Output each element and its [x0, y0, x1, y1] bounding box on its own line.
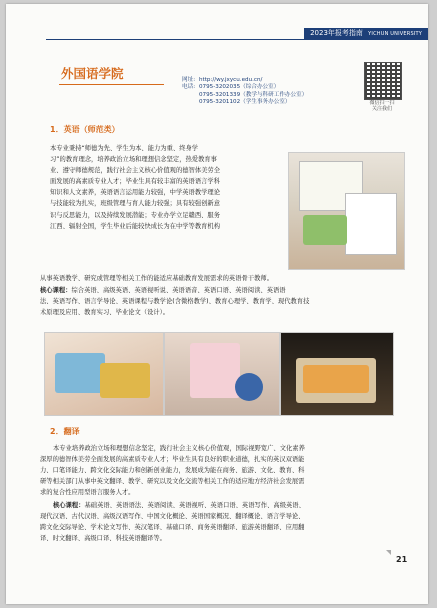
page-number: 21: [396, 555, 408, 564]
courses-line: 术原理及应用、教育实习、毕业论文（设计）。: [40, 309, 170, 317]
photo-shape: [235, 373, 263, 401]
page-corner-mark: [386, 550, 391, 555]
qr-caption-line1: 微信扫一扫: [369, 100, 395, 106]
section-heading-translation: 2．翻译: [50, 427, 80, 436]
phone-2: 0795-3201339（教学与科研工作办公室）: [199, 91, 308, 98]
english-courses: [40, 285, 400, 318]
phone-label: 电话:: [182, 84, 196, 91]
wechat-qr-code: [364, 62, 402, 100]
phone-3: 0795-3201102（学生事务办公室）: [199, 99, 291, 106]
title-underline: [59, 84, 164, 85]
courses-line: 综合英语、高级英语、英语视听说、英语语音、英语口语、英语阅读、英语语: [71, 287, 286, 294]
intro-line: 识与反思能力，以及持续发展潜能；专业办学立足赣西、服务: [50, 211, 221, 219]
intro-line: 业、遵守师德规范，践行社会主义核心价值观的德智体美劳全: [50, 167, 221, 175]
header-divider: [46, 39, 428, 40]
courses-label: 核心课程：: [40, 287, 72, 294]
intro-line: 面发展的高素质专业人才；毕业生具有较丰富的英语语言学科: [50, 178, 221, 186]
translation-intro: [40, 443, 404, 498]
intro-line: 习”的教育理念，培养政治立场和理想信念坚定，热爱教育事: [50, 156, 217, 164]
intro-line: 江西、辐射全国，学生毕业后能较快成长为在中学等教育机构: [50, 222, 221, 230]
qr-caption-line2: 关注我们: [371, 106, 392, 112]
photo-shape: [303, 365, 369, 393]
intro-line: 深厚的德智体美劳全面发展的高素质专业人才；毕业生具有良好的职业道德，扎实的英汉双语能: [40, 456, 305, 464]
brochure-page: [6, 4, 428, 604]
website-link[interactable]: http://wy.jxycu.edu.cn/: [199, 77, 263, 83]
header-university: YICHUN UNIVERSITY: [368, 31, 422, 37]
page-header-banner: [304, 28, 428, 39]
courses-line: 跨文化交际导论、学术论文写作、英汉笔译、基础口译、商务英语翻译、旅游英语翻译、应用翻: [40, 524, 305, 532]
courses-line: 法、英语写作、语言学导论、英语课程与教学论(含微格教学)、教育心理学、教育学、现代教育技: [40, 298, 310, 306]
photo-student-craft-3: [280, 332, 394, 416]
photo-green-item: [303, 215, 347, 245]
photo-shape: [55, 353, 105, 393]
photo-student-craft-1: [44, 332, 164, 416]
intro-line: 与技能较为扎实，班级管理与育人能力较强；具有较强创新意: [50, 200, 221, 208]
photo-shape: [100, 363, 150, 398]
photo-shape: [190, 343, 240, 398]
english-intro-last: 从事英语教学、研究或管理等相关工作的能适应基础教育发展需求的英语骨干教师。: [40, 275, 273, 282]
translation-courses: [40, 500, 404, 544]
intro-line: 力、口笔译能力、跨文化交际能力和创新创业能力，发展成为能在商务、旅游、文化、教育、科: [40, 467, 305, 475]
courses-line: 现代汉语、古代汉语、高级汉语写作、中国文化概论、英语国家概况、翻译概论、语言学导论、: [40, 513, 305, 521]
intro-line: 求的复合性应用型语言服务人才。: [40, 489, 135, 497]
qr-caption: [360, 100, 404, 112]
courses-label: 核心课程：: [53, 502, 85, 509]
photo-student-craft-2: [164, 332, 280, 416]
photo-teaching-materials: [288, 152, 405, 270]
intro-line: 知识和人文素养，英语语言运用能力较强，中学英语教学理论: [50, 189, 221, 197]
header-title: 2023年报考指南: [310, 29, 363, 37]
college-title: 外国语学院: [61, 66, 124, 81]
photo-card: [345, 193, 397, 255]
english-intro: [50, 143, 282, 232]
courses-line: 基础英语、英语语法、英语阅读、英语视听、英语口语、英语写作、高级英语、: [84, 502, 305, 509]
contact-block: [182, 77, 307, 107]
website-label: 网址:: [182, 77, 196, 83]
phone-1: 0795-3202035（综合办公室）: [199, 84, 280, 91]
section-heading-english: 1．英语（师范类）: [50, 125, 120, 134]
courses-line: 译、时文翻译、高级口译、科技英语翻译等。: [40, 535, 166, 543]
intro-line: 研等相关部门从事中英文翻译、教学、研究以及文化交流等相关工作的适应地方经济社会发展需: [40, 478, 305, 486]
intro-line: 本专业秉持“师德为先、学生为本、能力为重、终身学: [50, 145, 199, 152]
intro-line: 本专业培养政治立场和理想信念坚定，践行社会主义核心价值观，国际视野宽广、文化素养: [53, 445, 305, 452]
